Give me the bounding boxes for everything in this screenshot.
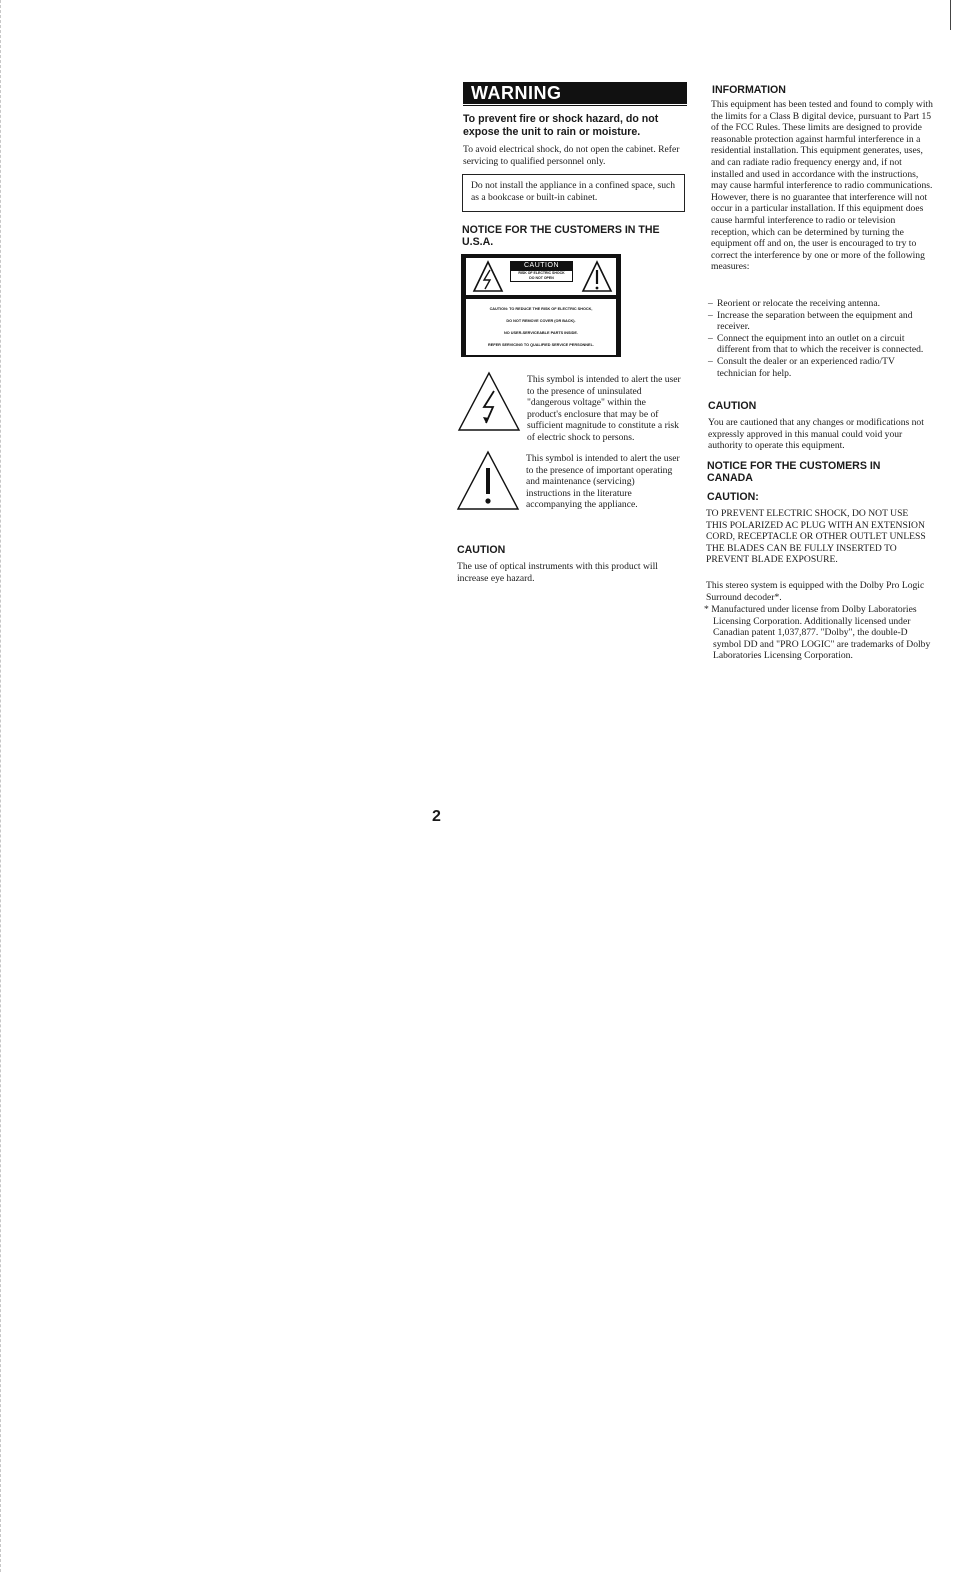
- page-edge-right: [950, 0, 951, 30]
- exclamation-triangle-icon: [583, 262, 611, 291]
- label-line-4: REFER SERVICING TO QUALIFIED SERVICE PERSONNEL.: [488, 343, 594, 347]
- confined-space-note-text: Do not install the appliance in a confined space, such as a bookcase or built-in cabinet.: [471, 180, 676, 203]
- caution-label-center-box: [510, 261, 573, 286]
- list-item: – Consult the dealer or an experienced radio/TV technician for help.: [706, 356, 935, 379]
- list-item: – Increase the separation between the equipment and receiver.: [706, 310, 935, 333]
- fcc-caution-text: You are cautioned that any changes or modifications not expressly approved in this manual could void your authority to operate this equipment.: [708, 417, 924, 452]
- measures-list: [706, 298, 935, 379]
- optical-caution-heading: CAUTION: [457, 544, 506, 556]
- caution-label-title: CAUTION: [510, 261, 573, 270]
- canada-caution-text: TO PREVENT ELECTRIC SHOCK, DO NOT USE THIS POLARIZED AC PLUG WITH AN EXTENSION CORD, RECEPTACLE OR OTHER OUTLET UNLESS THE BLADES CAN BE FULLY INSERTED TO PREVENT BLADE EXPOSURE.: [706, 508, 926, 566]
- warning-subheading: To prevent fire or shock hazard, do not expose the unit to rain or moisture.: [463, 113, 659, 138]
- label-line-2: DO NOT REMOVE COVER (OR BACK).: [506, 319, 576, 323]
- warning-title: WARNING: [463, 82, 687, 104]
- confined-space-note: [462, 174, 685, 212]
- information-body: This equipment has been tested and found to comply with the limits for a Class B digital device, pursuant to Part 15 of the FCC Rules. These limits are designed to provide reasonable protection against harmful interference in a residential installation. This equipment generates, uses, and can radiate radio frequency energy and, if not installed and used in accordance with the instructions, may cause harmful interference to radio communications. However, there is no guarantee that interference will not occur in a particular installation. If this equipment does cause harmful interference to radio or television reception, which can be determined by turning the equipment off and on, the user is encouraged to try to correct the interference by one or more of the following measures:: [711, 99, 933, 273]
- page-edge-left: [0, 0, 2, 1572]
- label-line-3: NO USER-SERVICEABLE PARTS INSIDE.: [504, 331, 578, 335]
- list-item: – Reorient or relocate the receiving antenna.: [706, 298, 935, 310]
- fcc-caution-heading: CAUTION: [708, 400, 757, 412]
- exclamation-symbol-description: This symbol is intended to alert the user to the presence of important operating and maintenance (servicing) instructions in the literature accompanying the appliance.: [526, 453, 680, 511]
- notice-canada-heading: NOTICE FOR THE CUSTOMERS IN CANADA: [707, 460, 881, 484]
- caution-label-sub-1: RISK OF ELECTRIC SHOCK: [518, 271, 565, 275]
- caution-label-sub-2: DO NOT OPEN: [529, 276, 554, 280]
- dolby-footnote: * Manufactured under license from Dolby Laboratories Licensing Corporation. Additionally licensed under Canadian patent 1,037,877. "Dolby", the double-D symbol DD and "PRO LOGIC" are trademarks of Dolby Laboratories Licensing Corporation.: [704, 604, 931, 662]
- canada-caution-heading: CAUTION:: [707, 491, 759, 503]
- notice-usa-heading: NOTICE FOR THE CUSTOMERS IN THE U.S.A.: [462, 224, 660, 248]
- lightning-triangle-icon: [457, 371, 521, 433]
- information-heading: INFORMATION: [712, 84, 786, 96]
- caution-label-text: [466, 299, 616, 355]
- dolby-text: This stereo system is equipped with the Dolby Pro Logic Surround decoder*.: [706, 580, 925, 603]
- warning-body: To avoid electrical shock, do not open the cabinet. Refer servicing to qualified personnel only.: [463, 144, 680, 167]
- list-item: – Connect the equipment into an outlet on a circuit different from that to which the receiver is connected.: [706, 333, 935, 356]
- optical-caution-text: The use of optical instruments with this product will increase eye hazard.: [457, 561, 658, 584]
- lightning-symbol-description: This symbol is intended to alert the user to the presence of uninsulated "dangerous voltage" within the product's enclosure that may be of sufficient magnitude to constitute a risk of electric shock to persons.: [527, 374, 681, 443]
- label-line-1: CAUTION: TO REDUCE THE RISK OF ELECTRIC SHOCK,: [489, 307, 593, 311]
- caution-label-sub: [510, 270, 573, 282]
- exclamation-triangle-icon: [456, 450, 520, 512]
- lightning-triangle-icon: [474, 262, 502, 291]
- page-number: 2: [432, 808, 441, 825]
